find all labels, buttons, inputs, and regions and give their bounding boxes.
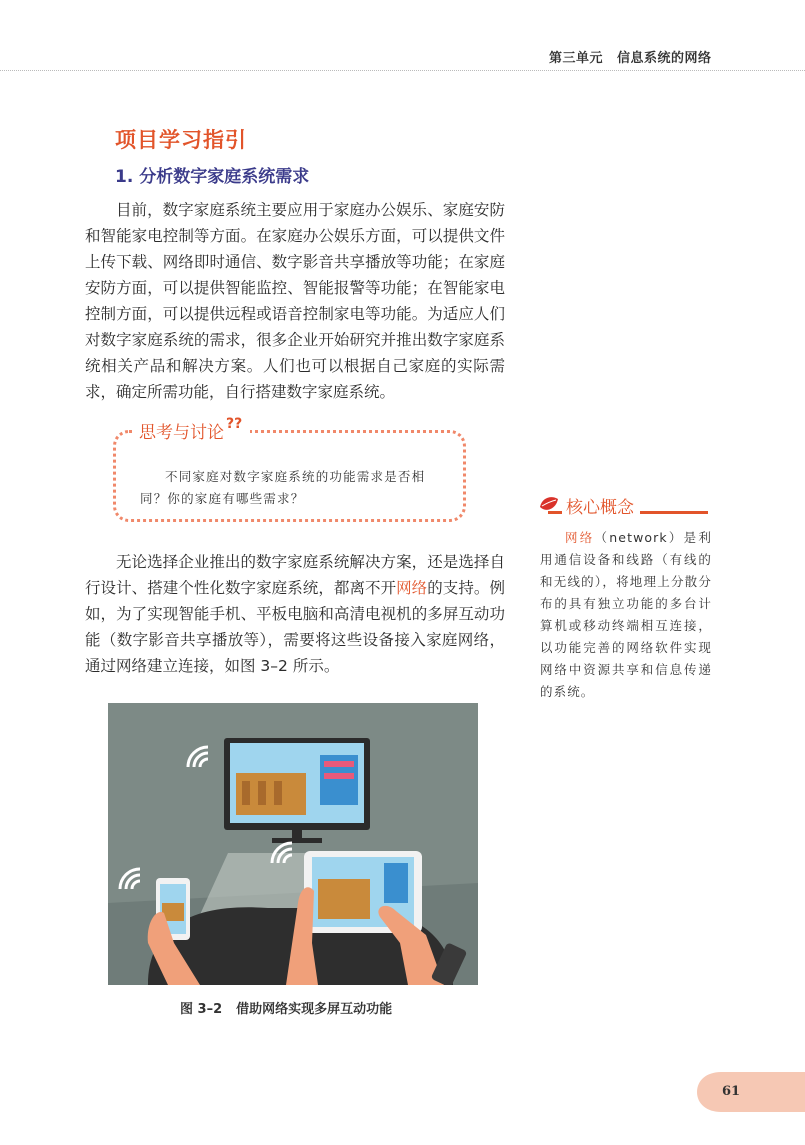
figure-caption-text: 借助网络实现多屏互动功能	[236, 1002, 393, 1017]
network-paragraph	[85, 549, 505, 679]
paragraph-text-after: 的支持。例如，为了实现智能手机、平板电脑和高清电视机的多屏互动功能（数字影音共享播放等），需要将这些设备接入家庭网络，通过网络建立连接，如图 3–2 所示。	[85, 579, 505, 675]
unit-title: 信息系统的网络	[617, 51, 712, 66]
page-number-tab	[697, 1072, 805, 1112]
intro-paragraph: 目前，数字家庭系统主要应用于家庭办公娱乐、家庭安防和智能家电控制等方面。在家庭办公娱乐方面，可以提供文件上传下载、网络即时通信、数字影音共享播放等功能；在家庭安防方面，可以提供智能监控、智能报警等功能；在智能家电控制方面，可以提供远程或语音控制家电等功能。为适应人们对数字家庭系统的需求，很多企业开始研究并推出数字家庭系统相关产品和解决方案。人们也可以根据自己家庭的实际需求，确定所需功能，自行搭建数字家庭系统。	[85, 201, 505, 401]
core-concept-term: 网络	[565, 530, 595, 545]
discussion-header	[133, 418, 250, 443]
discussion-text: 不同家庭对数字家庭系统的功能需求是否相同？你的家庭有哪些需求？	[140, 469, 426, 506]
question-marks-icon: ??	[226, 416, 243, 432]
running-header	[549, 47, 712, 66]
figure-number: 图 3–2	[180, 1002, 223, 1017]
header-divider	[0, 70, 805, 71]
subsection-title: 1. 分析数字家庭系统需求	[115, 167, 310, 187]
figure-caption	[180, 998, 392, 1017]
core-concept-title: 核心概念	[562, 493, 640, 518]
leaf-icon	[538, 493, 560, 515]
page-number: 61	[722, 1084, 741, 1099]
paragraph-text-before: 无论选择企业推出的数字家庭系统解决方案，还是选择自行设计、搭建个性化数字家庭系统，都离不开	[85, 553, 505, 597]
network-term: 网络	[396, 579, 428, 597]
section-title: 项目学习指引	[115, 128, 247, 152]
discussion-title: 思考与讨论	[139, 423, 224, 443]
core-concept-definition: （network）是利用通信设备和线路（有线的和无线的），将地理上分散分布的具有独立功能的多台计算机或移动终端相互连接，以功能完善的网络软件实现网络中资源共享和信息传递的系统。	[540, 530, 712, 699]
core-concept-text	[540, 527, 712, 703]
unit-label: 第三单元	[549, 51, 604, 66]
multi-screen-illustration	[108, 703, 478, 985]
